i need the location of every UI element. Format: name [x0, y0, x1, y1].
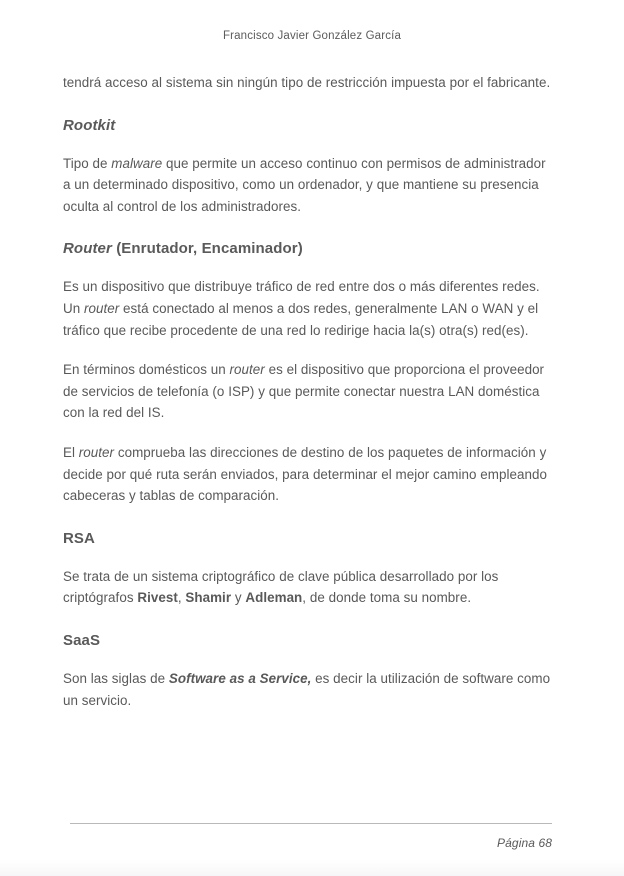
inline-text: , de donde toma su nombre. [302, 590, 472, 606]
inline-text: Es un dispositivo que distribuye tráfico de red entre dos o más diferentes redes. Un [63, 279, 540, 316]
inline-text: está conectado al menos a dos redes, generalmente LAN o WAN y el tráfico que recibe procedente de una red lo redirige hacia la(s) otra(s) red(es). [63, 300, 539, 338]
inline-text: que permite un acceso continuo con permisos de administrador a un determinado dispositivo, como un ordenador, y que mantiene su presencia oculta al control de los administradores. [63, 155, 546, 214]
inline-bold-italic-term: Software as a Service, [168, 670, 312, 686]
document-footer [70, 823, 552, 850]
heading-upright-part: (Enrutador, Encaminador) [111, 240, 303, 258]
inline-text: es decir la utilización de software como un servicio. [63, 670, 551, 708]
inline-bold-term: Shamir [185, 590, 232, 606]
heading-term: Router [63, 240, 112, 258]
inline-italic-term: malware [111, 155, 163, 171]
inline-italic-term: router [78, 444, 115, 460]
inline-text: Son las siglas de [63, 670, 169, 686]
inline-bold-term: Rivest [137, 590, 178, 606]
inline-bold-term: Adleman [245, 590, 303, 606]
paragraph-p-continuation [63, 72, 553, 94]
footer-divider [70, 823, 552, 824]
paragraph-p-rootkit [63, 153, 553, 218]
paragraph-p-saas [63, 668, 553, 711]
section-heading-router [63, 239, 553, 259]
paragraph-p-router-3 [63, 442, 553, 507]
inline-text: Se trata de un sistema criptográfico de clave pública desarrollado por los criptógrafos [63, 568, 499, 606]
document-header-author: Francisco Javier González García [222, 30, 401, 42]
inline-text: y [231, 590, 246, 606]
paragraph-p-router-1 [63, 276, 553, 341]
section-heading-rootkit [63, 116, 553, 136]
inline-text: tendrá acceso al sistema sin ningún tipo de restricción impuesta por el fabricante. [63, 75, 551, 90]
inline-bold-term: RSA [63, 529, 95, 547]
section-heading-saas [63, 631, 553, 651]
inline-bold-term: SaaS [63, 631, 101, 649]
paragraph-p-router-2 [63, 359, 553, 424]
inline-text: El [63, 444, 79, 460]
inline-text: comprueba las direcciones de destino de los paquetes de información y decide por qué ruta serán enviados, para determinar el mejor camino empleando cabeceras y tablas de comparación. [63, 444, 547, 504]
document-body [63, 72, 553, 711]
paragraph-p-rsa [63, 566, 553, 609]
inline-text: es el dispositivo que proporciona el proveedor de servicios de telefonía (o ISP) y que permite conectar nuestra LAN doméstica con la red del IS. [63, 362, 545, 421]
page-edge-shadow [0, 850, 624, 876]
heading-term: Rootkit [63, 116, 116, 134]
inline-text: Tipo de [63, 155, 112, 171]
section-heading-rsa [63, 529, 553, 549]
inline-text: En términos domésticos un [63, 362, 230, 378]
inline-italic-term: router [84, 300, 120, 316]
page-number: Página 68 [497, 836, 552, 850]
inline-italic-term: router [229, 362, 265, 378]
inline-text: , [177, 590, 186, 606]
